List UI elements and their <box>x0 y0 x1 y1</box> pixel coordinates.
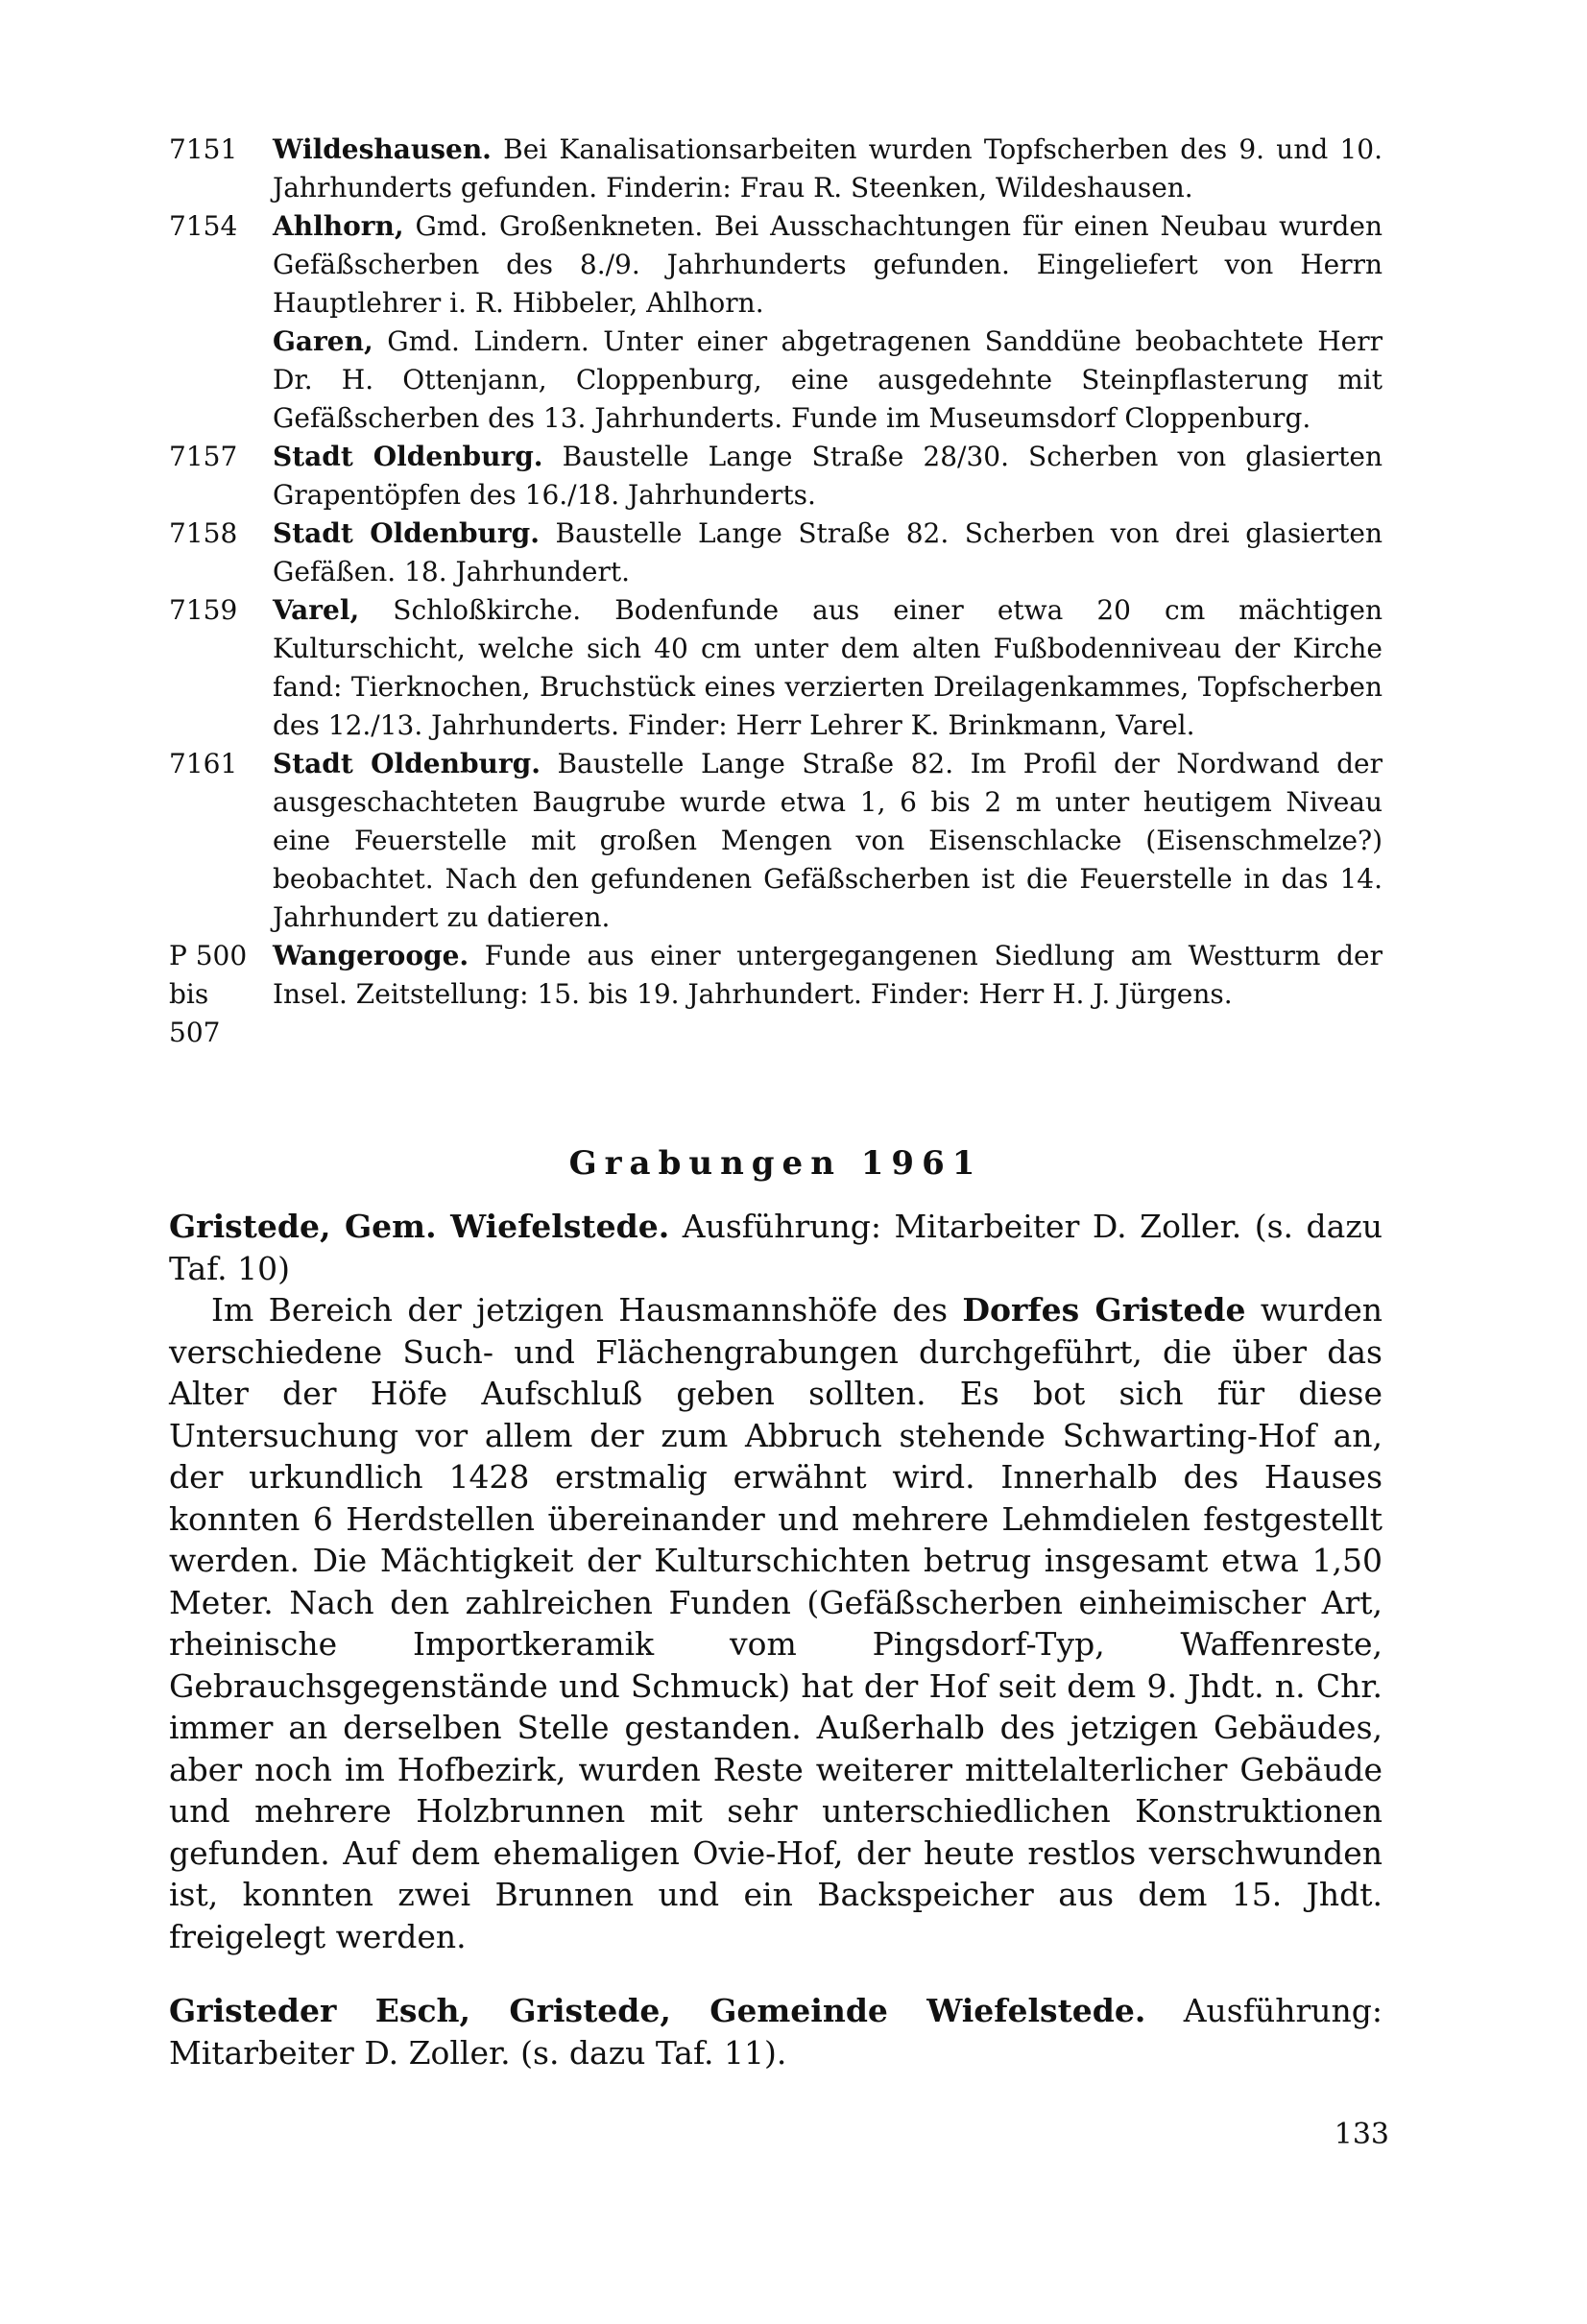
report-header <box>169 1990 1383 2073</box>
report-title: Gristede, Gem. Wiefelstede. <box>169 1208 670 1245</box>
entry-text: Bei Kanalisationsarbeiten wurden Topfscherben des 9. und 10. Jahrhunderts gefunden. Finderin: Frau R. Steenken, Wildeshausen. <box>273 133 1383 204</box>
page-number: 133 <box>1334 2118 1389 2151</box>
entry-place: Stadt Oldenburg. <box>273 441 543 472</box>
entry-text: Baustelle Lange Straße 28/30. Scherben von glasierten Grapentöpfen des 16./18. Jahrhunderts. <box>273 441 1383 511</box>
find-entry <box>169 131 1383 207</box>
entry-number: 7157 <box>169 441 238 472</box>
entry-number-end: bis 507 <box>169 978 221 1048</box>
entry-body <box>273 438 1383 515</box>
entry-place: Stadt Oldenburg. <box>273 748 541 779</box>
entry-number: 7158 <box>169 517 238 549</box>
section-heading: Grabungen 1961 <box>568 1144 983 1183</box>
entry-text: Baustelle Lange Straße 82. Im Profil der Nordwand der ausgeschachteten Baugrube wurde etwa 1, 6 bis 2 m unter heutigem Niveau eine Feuerstelle mit großen Mengen von Eisenschlacke (Eisenschmelze?) beobachtet. Nach den gefundenen Gefäßscherben ist die Feuerstelle in das 14. Jahrhundert zu datieren. <box>273 748 1383 933</box>
entry-body <box>273 207 1383 323</box>
entry-number: P 500 <box>169 940 248 971</box>
entry-body <box>273 591 1383 745</box>
excavation-report <box>169 1990 1383 2073</box>
entry-text: Gmd. Lindern. Unter einer abgetragenen Sanddüne beobachtete Herr Dr. H. Ottenjann, Cloppenburg, eine ausgedehnte Steinpflasterung mit Gefäßscherben des 13. Jahrhunderts. Funde im Museumsdorf Cloppenburg. <box>273 325 1383 434</box>
find-entry <box>169 323 1383 438</box>
entry-body <box>273 745 1383 937</box>
find-entry <box>169 591 1383 745</box>
report-paragraph <box>169 1289 1383 1957</box>
find-entry <box>169 745 1383 937</box>
report-text: wurden verschiedene Such- und Flächengrabungen durchgeführt, die über das Alter der Höfe Aufschluß geben sollten. Es bot sich für diese Untersuchung vor allem der zum Abbruch stehende Schwarting-Hof an, der urkundlich 1428 erstmalig erwähnt wird. Innerhalb des Hauses konnten 6 Herdstellen übereinander und mehrere Lehmdielen festgestellt werden. Die Mächtigkeit der Kulturschichten betrug insgesamt etwa 1,50 Meter. Nach den zahlreichen Funden (Gefäßscherben einheimischer Art, rheinische Importkeramik vom Pingsdorf-Typ, Waffenreste, Gebrauchsgegenstände und Schmuck) hat der Hof seit dem 9. Jhdt. n. Chr. immer an derselben Stelle gestanden. Außerhalb des jetzigen Gebäudes, aber noch im Hofbezirk, wurden Reste weiterer mittelalterlicher Gebäude und mehrere Holzbrunnen mit sehr unterschiedlichen Konstruktionen gefunden. Auf dem ehemaligen Ovie-Hof, der heute restlos verschwunden ist, konnten zwei Brunnen und ein Backspeicher aus dem 15. Jhdt. freigelegt werden. <box>169 1291 1383 1955</box>
entry-number: 7154 <box>169 210 238 242</box>
report-subtitle: Ausführung: Mitarbeiter D. Zoller. (s. dazu Taf. 10) <box>169 1208 1383 1287</box>
entry-number: 7159 <box>169 594 238 626</box>
excavation-report <box>169 1206 1383 1957</box>
find-entry <box>169 438 1383 515</box>
entry-number: 7151 <box>169 133 238 165</box>
report-text-bold: Dorfes Gristede <box>962 1291 1246 1329</box>
entry-number-range <box>169 937 265 1052</box>
entry-place: Ahlhorn, <box>273 210 404 242</box>
find-list <box>169 131 1383 1048</box>
entry-number: 7161 <box>169 748 238 779</box>
entry-place: Wildeshausen. <box>273 133 492 165</box>
entry-body <box>273 937 1383 1014</box>
entry-place: Stadt Oldenburg. <box>273 517 540 549</box>
find-entry <box>169 515 1383 591</box>
entry-text: Gmd. Großenkneten. Bei Ausschachtungen für einen Neubau wurden Gefäßscherben des 8./9. Jahrhunderts gefunden. Eingeliefert von Herrn Hauptlehrer i. R. Hibbeler, Ahlhorn. <box>273 210 1383 319</box>
entry-text: Funde aus einer untergegangenen Siedlung am Westturm der Insel. Zeitstellung: 15. bis 19. Jahrhundert. Finder: Herr H. J. Jürgens. <box>273 940 1383 1010</box>
entry-body <box>273 323 1383 438</box>
entry-text: Baustelle Lange Straße 82. Scherben von drei glasierten Gefäßen. 18. Jahrhundert. <box>273 517 1383 587</box>
report-header <box>169 1206 1383 1289</box>
entry-place: Garen, <box>273 325 373 357</box>
find-entry <box>169 937 1383 1048</box>
entry-body <box>273 515 1383 591</box>
find-entry <box>169 207 1383 323</box>
entry-text: Schloßkirche. Bodenfunde aus einer etwa 20 cm mächtigen Kulturschicht, welche sich 40 cm unter dem alten Fußbodenniveau der Kirche fand: Tierknochen, Bruchstück eines verzierten Dreilagenkammes, Topfscherben des 12./13. Jahrhunderts. Finder: Herr Lehrer K. Brinkmann, Varel. <box>273 594 1383 741</box>
report-subtitle: Ausführung: Mitarbeiter D. Zoller. (s. dazu Taf. 11). <box>169 1992 1383 2072</box>
entry-place: Varel, <box>273 594 360 626</box>
report-title: Gristeder Esch, Gristede, Gemeinde Wiefelstede. <box>169 1992 1146 2029</box>
entry-body <box>273 131 1383 207</box>
entry-place: Wangerooge. <box>273 940 469 971</box>
report-text: Im Bereich der jetzigen Hausmannshöfe des <box>211 1291 963 1329</box>
